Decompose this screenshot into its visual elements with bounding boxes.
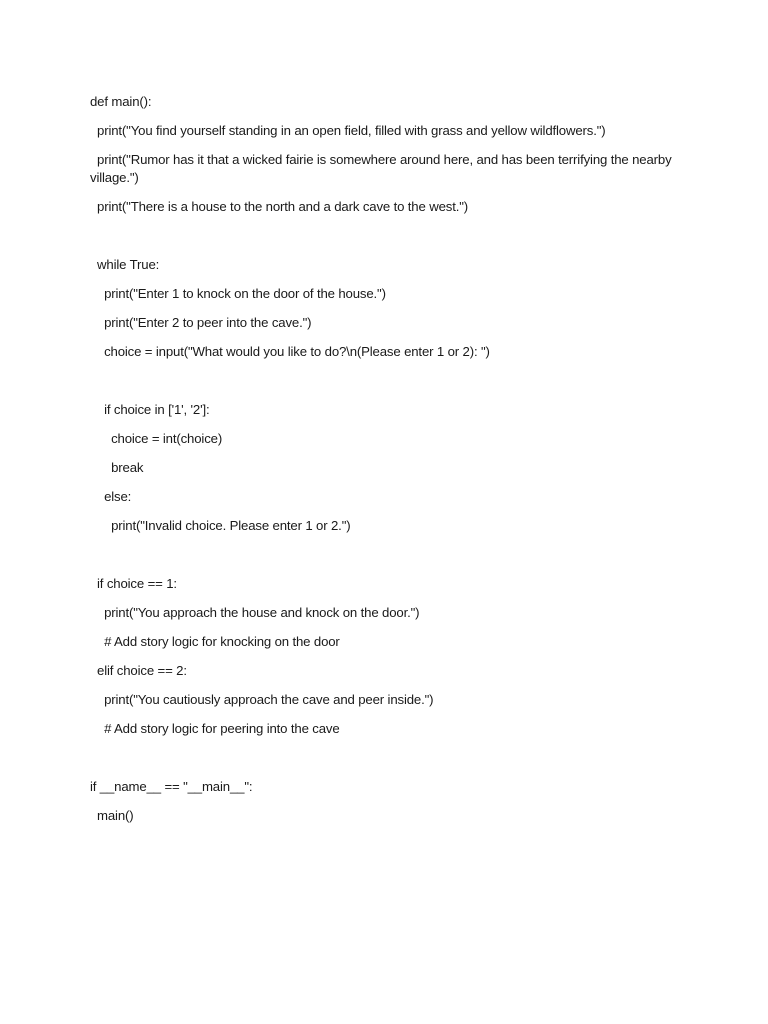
code-line: if choice in ['1', '2']:	[90, 402, 210, 417]
code-line: # Add story logic for knocking on the door	[90, 634, 340, 649]
code-line: print("You cautiously approach the cave and peer inside.")	[90, 692, 434, 707]
code-line: print("You find yourself standing in an open field, filled with grass and yellow wildflowers.")	[90, 123, 606, 138]
code-line: def main():	[90, 94, 152, 109]
code-listing	[90, 93, 680, 836]
code-line: elif choice == 2:	[90, 663, 187, 678]
code-line: print("There is a house to the north and a dark cave to the west.")	[90, 199, 468, 214]
code-line: if __name__ == "__main__":	[90, 779, 253, 794]
code-line: if choice == 1:	[90, 576, 177, 591]
blank-line	[90, 227, 680, 245]
code-line: main()	[90, 808, 134, 823]
code-line: while True:	[90, 257, 160, 272]
blank-line	[90, 749, 680, 767]
code-line: choice = int(choice)	[90, 431, 223, 446]
code-line: print("Enter 1 to knock on the door of the house.")	[90, 286, 386, 301]
code-line: print("You approach the house and knock on the door.")	[90, 605, 420, 620]
code-line: print("Invalid choice. Please enter 1 or 2.")	[90, 518, 351, 533]
code-line: print("Enter 2 to peer into the cave.")	[90, 315, 312, 330]
code-line: break	[90, 460, 144, 475]
code-line: choice = input("What would you like to do?\n(Please enter 1 or 2): ")	[90, 344, 490, 359]
code-line: print("Rumor has it that a wicked fairie is somewhere around here, and has been terrifying the nearby village.")	[90, 152, 676, 185]
code-line: else:	[90, 489, 132, 504]
code-line: # Add story logic for peering into the cave	[90, 721, 340, 736]
blank-line	[90, 546, 680, 564]
blank-line	[90, 372, 680, 390]
